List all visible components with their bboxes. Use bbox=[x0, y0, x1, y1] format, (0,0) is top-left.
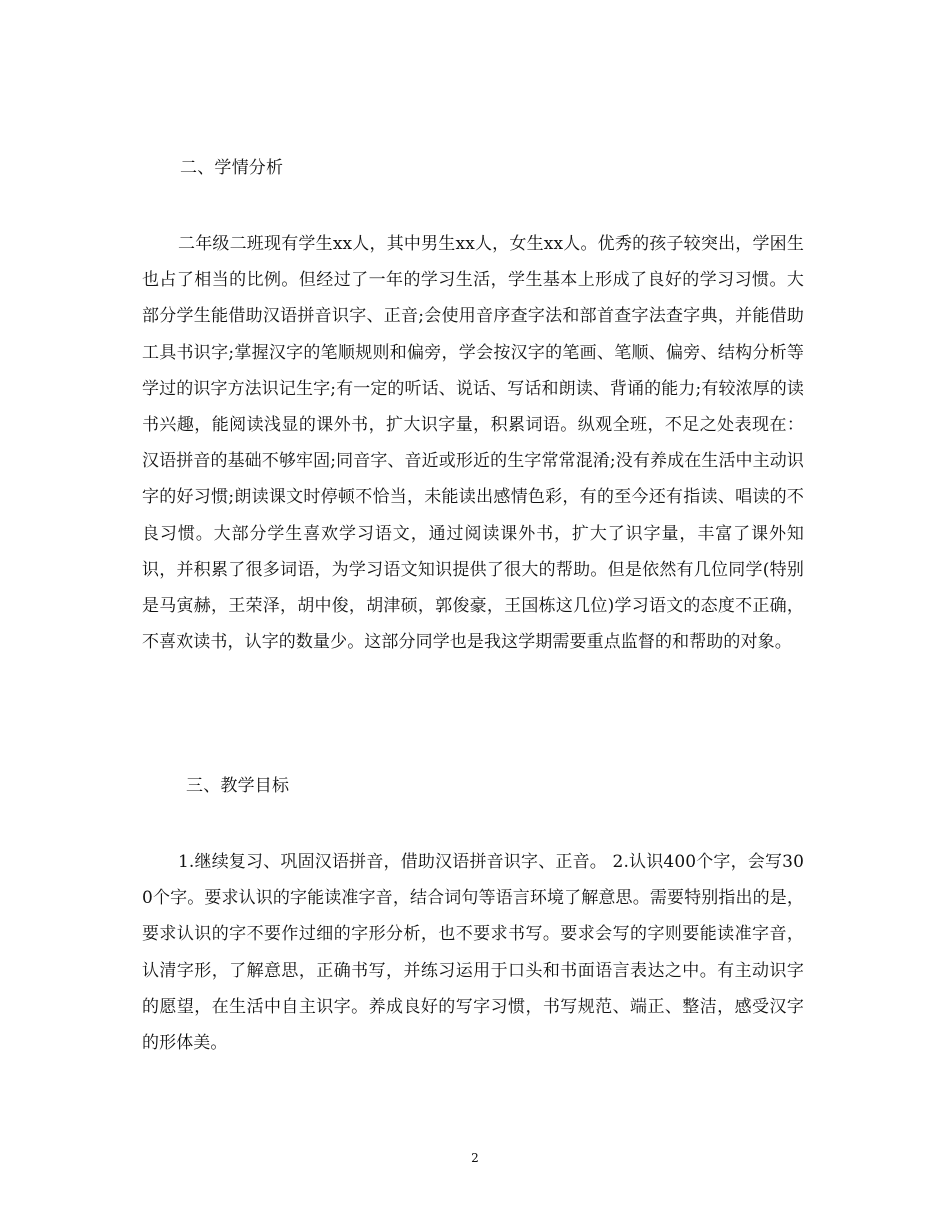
section-heading-learning-analysis: 二、学情分析 bbox=[180, 158, 284, 178]
page-number: 2 bbox=[471, 1151, 479, 1165]
paragraph-teaching-goals: 1.继续复习、巩固汉语拼音，借助汉语拼音识字、正音。 2.认识400个字，会写300个字。要求认识的字能读准字音，结合词句等语言环境了解意思。需要特别指出的是，要求认识的字不要作过细的字形分析，也不要求书写。要求会写的字则要能读准字音，认清字形，了解意思，正确书写，并练习运用于口头和书面语言表达之中。有主动识字的愿望，在生活中自主识字。养成良好的写字习惯，书写规范、端正、整洁，感受汉字的形体美。 bbox=[142, 852, 804, 1054]
section-heading-teaching-goals: 三、教学目标 bbox=[186, 776, 290, 796]
paragraph-learning-analysis: 二年级二班现有学生xx人，其中男生xx人，女生xx人。优秀的孩子较突出，学困生也占了相当的比例。但经过了一年的学习生活，学生基本上形成了良好的学习习惯。大部分学生能借助汉语拼音识字、正音;会使用音序查字法和部首查字法查字典，并能借助工具书识字;掌握汉字的笔顺规则和偏旁，学会按汉字的笔画、笔顺、偏旁、结构分析等学过的识字方法识记生字;有一定的听话、说话、写话和朗读、背诵的能力;有较浓厚的读书兴趣，能阅读浅显的课外书，扩大识字量，积累词语。纵观全班，不足之处表现在：汉语拼音的基础不够牢固;同音字、音近或形近的生字常常混淆;没有养成在生活中主动识字的好习惯;朗读课文时停顿不恰当，未能读出感情色彩，有的至今还有指读、唱读的不良习惯。大部分学生喜欢学习语文，通过阅读课外书，扩大了识字量，丰富了课外知识，并积累了很多词语，为学习语文知识提供了很大的帮助。但是依然有几位同学(特别是马寅赫，王荣泽，胡中俊，胡津硕，郭俊豪，王国栋这几位)学习语文的态度不正确，不喜欢读书，认字的数量少。这部分同学也是我这学期需要重点监督的和帮助的对象。 bbox=[142, 234, 804, 653]
